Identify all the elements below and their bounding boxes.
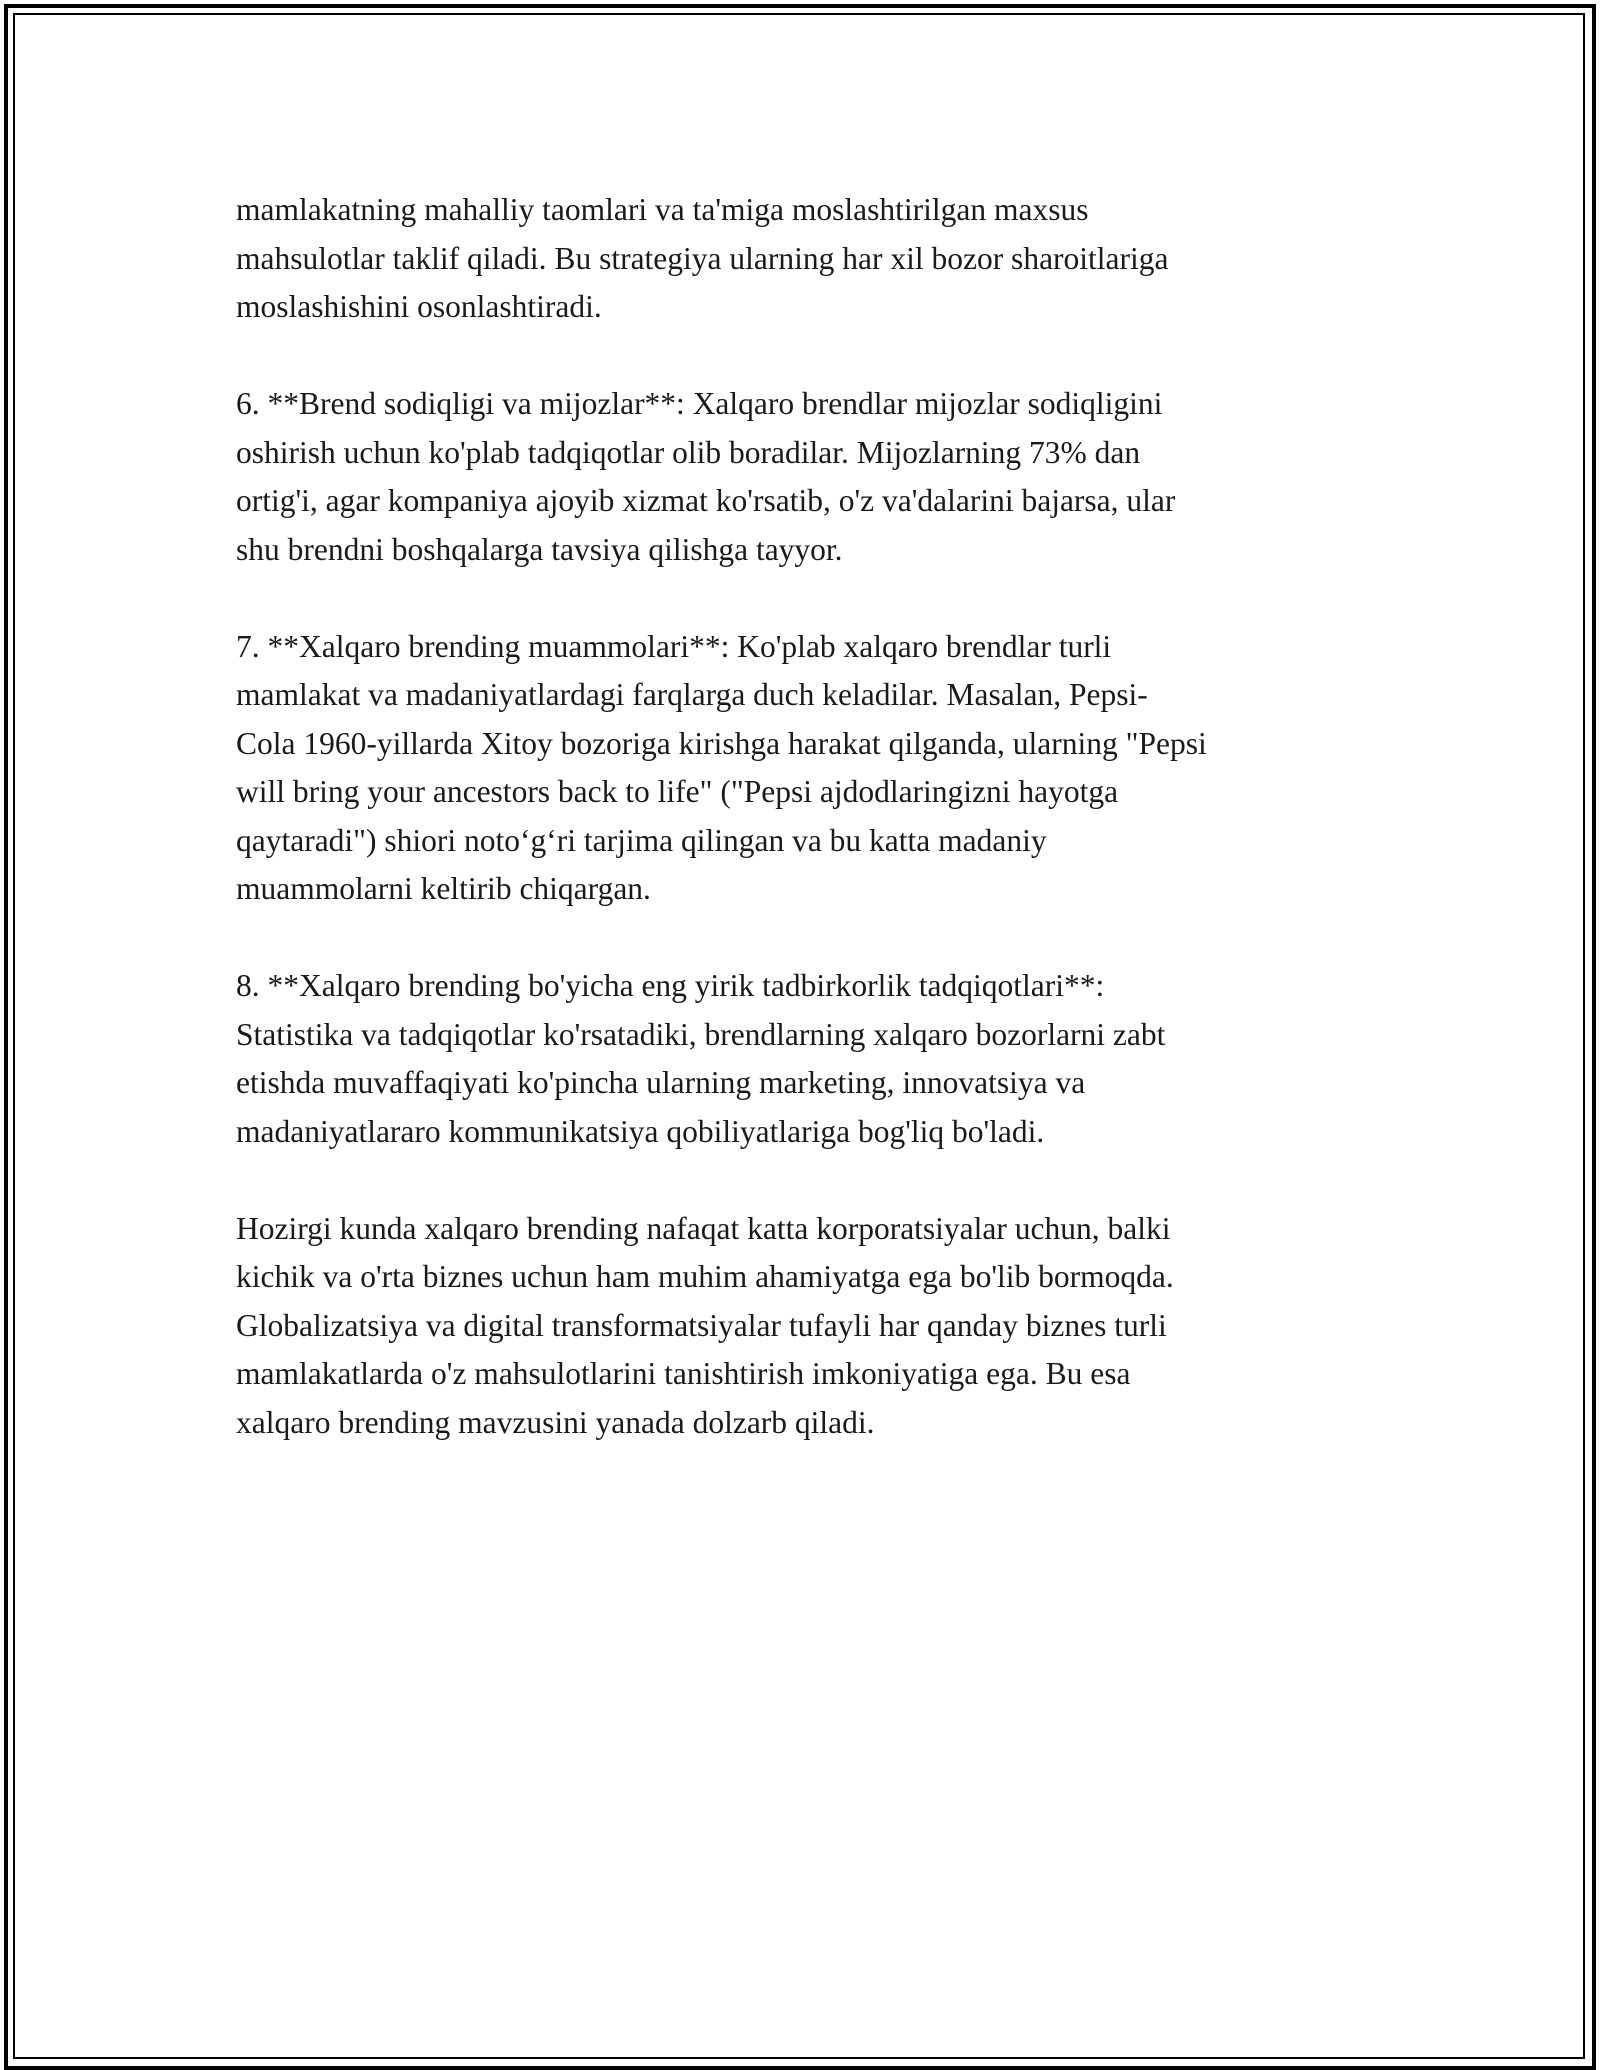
paragraph-conclusion: Hozirgi kunda xalqaro brending nafaqat katta korporatsiyalar uchun, balki kichik va o'rta biznes uchun ham muhim ahamiyatga ega bo'lib bormoqda. Globalizatsiya va digital transformatsiyalar tufayli har qanday biznes turli mamlakatlarda o'z mahsulotlarini tanishtirish imkoniyatiga ega. Bu esa xalqaro brending mavzusini yanada dolzarb qiladi. [236, 1210, 1174, 1440]
paragraph-item-8-research: 8. **Xalqaro brending bo'yicha eng yirik tadbirkorlik tadqiqotlari**: Statistika va tadqiqotlar ko'rsatadiki, brendlarning xalqaro bozorlarni zabt etishda muvaffaqiyati ko'pincha ularning marketing, innovatsiya va madaniyatlararo kommunikatsiya qobiliyatlariga bog'liq bo'ladi. [236, 968, 1166, 1149]
paragraph-item-7-branding-problems: 7. **Xalqaro brending muammolari**: Ko'plab xalqaro brendlar turli mamlakat va madaniyatlardagi farqlarga duch keladilar. Masalan, Pepsi- Cola 1960-yillarda Xitoy bozoriga kirishga harakat qilganda, ularning "Pepsi will bring your ancestors back to life" ("Pepsi ajdodlaringizni hayotga qaytaradi") shiori noto‘g‘ri tarjima qilingan va bu katta madaniy muammolarni keltirib chiqargan. [236, 628, 1207, 906]
document-body [236, 186, 1386, 1496]
paragraph-item-6-brand-loyalty: 6. **Brend sodiqligi va mijozlar**: Xalqaro brendlar mijozlar sodiqligini oshirish uchun ko'plab tadqiqotlar olib boradilar. Mijozlarning 73% dan ortig'i, agar kompaniya ajoyib xizmat ko'rsatib, o'z va'dalarini bajarsa, ular shu brendni boshqalarga tavsiya qilishga tayyor. [236, 386, 1176, 567]
paragraph-intro-continuation: mamlakatning mahalliy taomlari va ta'miga moslashtirilgan maxsus mahsulotlar taklif qiladi. Bu strategiya ularning har xil bozor sharoitlariga moslashishini osonlashtiradi. [236, 192, 1169, 324]
